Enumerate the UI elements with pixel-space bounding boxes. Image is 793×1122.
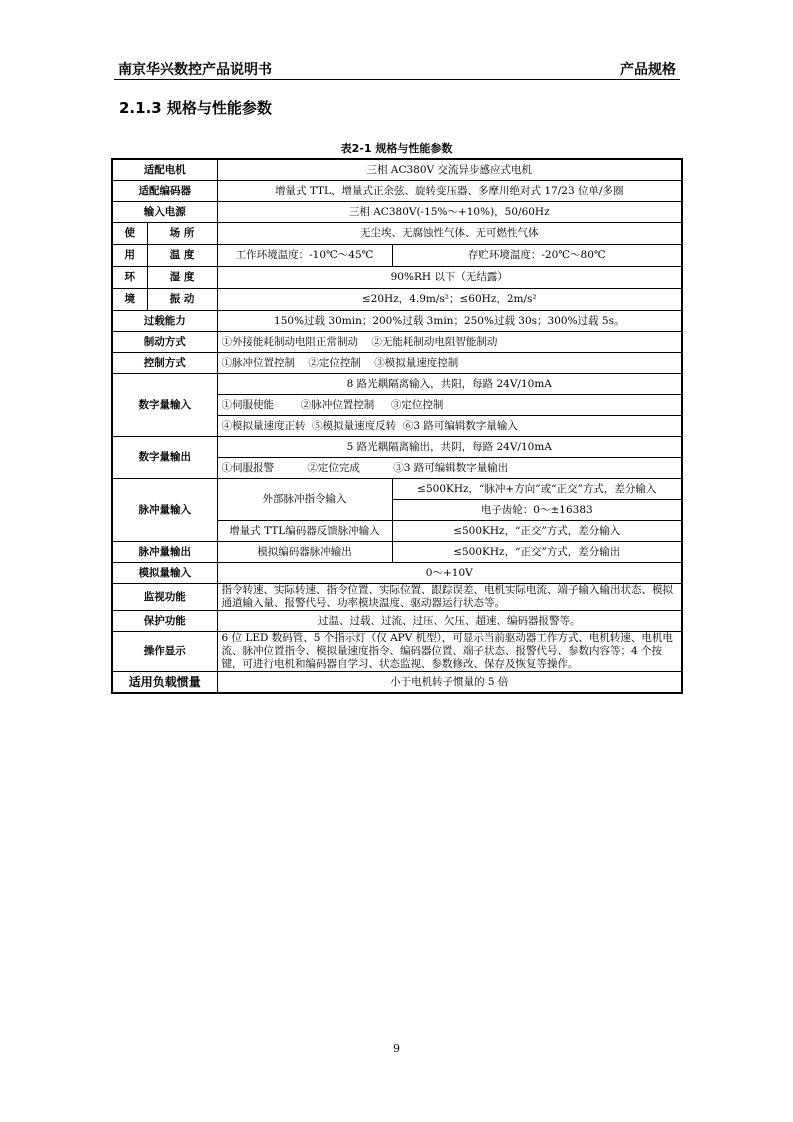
row-label: 振 动: [147, 289, 217, 311]
row-label: 脉冲量输入: [112, 479, 217, 542]
row-value: 0～+10V: [217, 563, 682, 584]
row-value: 90%RH 以下（无结露）: [217, 267, 682, 289]
table-row: [112, 374, 682, 395]
table-row: [112, 332, 682, 353]
row-label: 控制方式: [112, 353, 217, 374]
row-value: ①伺服使能 ②脉冲位置控制 ③定位控制: [217, 395, 682, 416]
row-label: 过载能力: [112, 311, 217, 332]
row-label: 监视功能: [112, 584, 217, 611]
row-value: 增量式 TTL、增量式正余弦、旋转变压器、多摩川绝对式 17/23 位单/多圈: [217, 181, 682, 202]
section-title: 2.1.3 规格与性能参数: [119, 99, 272, 117]
table-row: [112, 181, 682, 202]
row-value: ①伺服报警 ②定位完成 ③3 路可编辑数字量输出: [217, 458, 682, 479]
table-row: [112, 563, 682, 584]
table-row: [112, 611, 682, 632]
row-value: 无尘埃、无腐蚀性气体、无可燃性气体: [217, 223, 682, 245]
table-row: [112, 202, 682, 223]
row-label: 适用负载惯量: [112, 672, 217, 694]
table-row: [112, 632, 682, 672]
row-subitem: 增量式 TTL编码器反馈脉冲输入: [217, 521, 392, 542]
chapter-title: 产品规格: [620, 62, 676, 78]
table-row: [112, 159, 682, 181]
row-label: 场 所: [147, 223, 217, 245]
row-value: 8 路光耦隔离输入，共阳，每路 24V/10mA: [217, 374, 682, 395]
table-row: [112, 311, 682, 332]
table-row: [112, 245, 682, 267]
page-number: 9: [393, 1042, 400, 1055]
row-value: 三相 AC380V 交流异步感应式电机: [217, 159, 682, 181]
row-label: 数字量输入: [112, 374, 217, 437]
env-char: 环: [112, 267, 147, 289]
row-label: 温 度: [147, 245, 217, 267]
table-row: [112, 267, 682, 289]
spec-table: [111, 158, 683, 694]
row-value: 150%过载 30min；200%过载 3min；250%过载 30s；300%过载 5s。: [217, 311, 682, 332]
row-label: 适配电机: [112, 159, 217, 181]
row-label: 适配编码器: [112, 181, 217, 202]
table-row: [112, 584, 682, 611]
table-row: [112, 437, 682, 458]
row-subitem: 外部脉冲指令输入: [217, 479, 392, 521]
row-value: ≤20Hz，4.9m/s²；≤60Hz，2m/s²: [217, 289, 682, 311]
row-value: 三相 AC380V(-15%～+10%)，50/60Hz: [217, 202, 682, 223]
row-value: 存贮环境温度：-20℃～80℃: [392, 245, 682, 267]
document-title: 南京华兴数控产品说明书: [118, 62, 272, 78]
env-char: 用: [112, 245, 147, 267]
row-value: 6 位 LED 数码管、5 个指示灯（仅 APV 机型），可显示当前驱动器工作方式、电机转速、电机电流、脉冲位置指令、模拟量速度指令、编码器位置、端子状态、报警代号、参数内容等；4 个按键，可进行电机和编码器自学习、状态监视、参数修改、保存及恢复等操作。: [217, 632, 682, 672]
table-row: [112, 223, 682, 245]
row-value: ①脉冲位置控制 ②定位控制 ③模拟量速度控制: [217, 353, 682, 374]
row-value: ≤500KHz，“脉冲+方向”或“正交”方式，差分输入: [392, 479, 682, 500]
row-value: 过温、过载、过流、过压、欠压、超速、编码器报警等。: [217, 611, 682, 632]
row-value: ≤500KHz，“正交”方式，差分输入: [392, 521, 682, 542]
row-value: 电子齿轮：0～±16383: [392, 500, 682, 521]
row-value: 指令转速、实际转速、指令位置、实际位置、跟踪误差、电机实际电流、端子输入输出状态、模拟通道输入量、报警代号、功率模块温度、驱动器运行状态等。: [217, 584, 682, 611]
row-value: ④模拟量速度正转 ⑤模拟量速度反转 ⑥3 路可编辑数字量输入: [217, 416, 682, 437]
row-label: 数字量输出: [112, 437, 217, 479]
row-label: 操作显示: [112, 632, 217, 672]
table-row: [112, 542, 682, 563]
row-label: 制动方式: [112, 332, 217, 353]
row-subitem: 模拟编码器脉冲输出: [217, 542, 392, 563]
page-header: [114, 57, 680, 80]
row-label: 保护功能: [112, 611, 217, 632]
row-label: 模拟量输入: [112, 563, 217, 584]
row-value: 工作环境温度：-10℃～45℃: [217, 245, 392, 267]
table-row: [112, 672, 682, 694]
table-row: [112, 479, 682, 500]
env-char: 境: [112, 289, 147, 311]
row-value: ①外接能耗制动电阻正常制动 ②无能耗制动电阻智能制动: [217, 332, 682, 353]
row-label: 湿 度: [147, 267, 217, 289]
row-value: 5 路光耦隔离输出，共阴，每路 24V/10mA: [217, 437, 682, 458]
env-char: 使: [112, 223, 147, 245]
row-label: 输入电源: [112, 202, 217, 223]
table-caption: 表2-1 规格与性能参数: [340, 142, 453, 155]
table-row: [112, 353, 682, 374]
row-value: 小于电机转子惯量的 5 倍: [217, 672, 682, 694]
row-label: 脉冲量输出: [112, 542, 217, 563]
table-row: [112, 289, 682, 311]
row-value: ≤500KHz，“正交”方式，差分输出: [392, 542, 682, 563]
